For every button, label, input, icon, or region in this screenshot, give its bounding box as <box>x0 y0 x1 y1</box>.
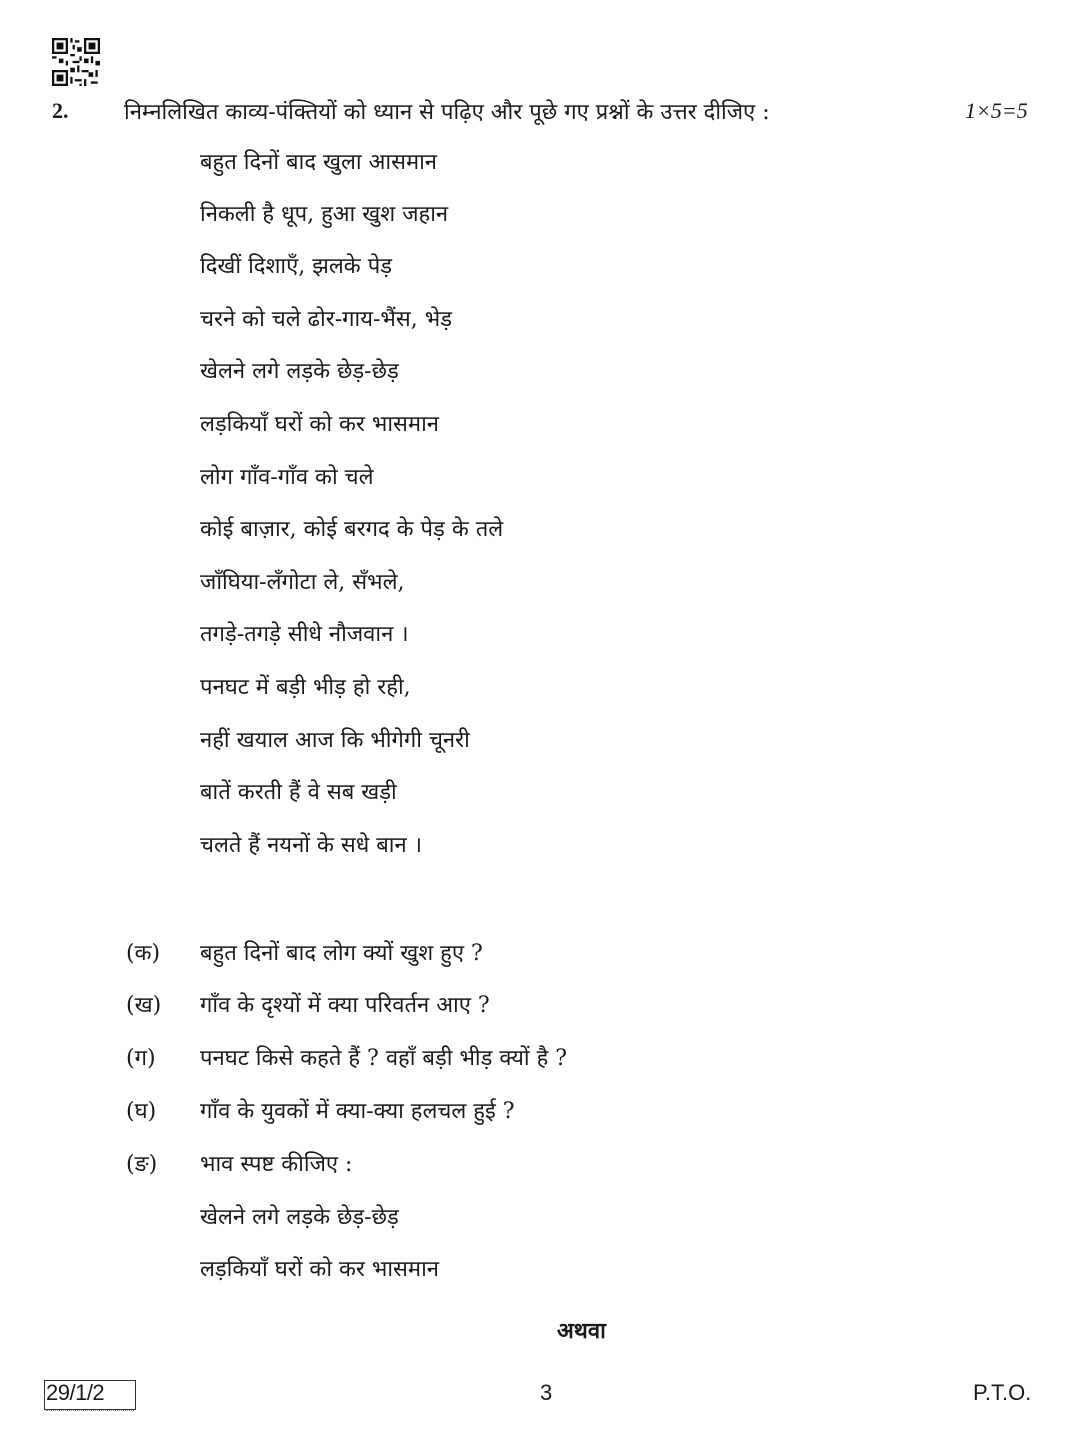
poem-line: दिखीं दिशाएँ, झलके पेड़ <box>200 254 392 279</box>
subquestion-text: भाव स्पष्ट कीजिए : <box>200 1152 353 1177</box>
page-number: 3 <box>540 1380 553 1405</box>
or-separator: अथवा <box>557 1318 606 1344</box>
subquestion-label: (ङ) <box>126 1152 158 1177</box>
subquestion-text: गाँव के युवकों में क्या-क्या हलचल हुई ? <box>200 1099 515 1124</box>
question-number: 2. <box>52 98 69 123</box>
poem-line: तगड़े-तगड़े सीधे नौजवान । <box>200 622 409 647</box>
subquestion-label: (ख) <box>126 993 162 1018</box>
subquestion-label: (घ) <box>126 1099 157 1124</box>
poem-line: चरने को चले ढोर-गाय-भैंस, भेड़ <box>200 307 452 332</box>
poem-line: बहुत दिनों बाद खुला आसमान <box>200 150 438 175</box>
subquestion-text: बहुत दिनों बाद लोग क्यों खुश हुए ? <box>200 941 483 966</box>
poem-line: बातें करती हैं वे सब खड़ी <box>200 780 397 805</box>
quoted-line: खेलने लगे लड़के छेड़-छेड़ <box>200 1205 399 1230</box>
poem-line: जाँघिया-लँगोटा ले, सँभले, <box>200 570 405 595</box>
poem-line: लोग गाँव-गाँव को चले <box>200 465 374 490</box>
subquestion-text: पनघट किसे कहते हैं ? वहाँ बड़ी भीड़ क्यों है ? <box>200 1046 568 1071</box>
paper-code-text: 29/1/2 <box>46 1380 105 1405</box>
question-instruction: निम्नलिखित काव्य-पंक्तियों को ध्यान से पढ़िए और पूछे गए प्रश्नों के उत्तर दीजिए : <box>124 100 770 125</box>
paper-code <box>44 1380 136 1410</box>
poem-line: नहीं खयाल आज कि भीगेगी चूनरी <box>200 728 470 753</box>
subquestion-label: (ग) <box>126 1046 156 1071</box>
paper-code-microtext <box>46 1410 134 1417</box>
quoted-line: लड़कियाँ घरों को कर भासमान <box>200 1257 439 1282</box>
poem-line: खेलने लगे लड़के छेड़-छेड़ <box>200 359 399 384</box>
pto-label: P.T.O. <box>973 1380 1032 1405</box>
poem-line: निकली है धूप, हुआ खुश जहान <box>200 202 449 227</box>
question-marks: 1×5=5 <box>965 98 1028 123</box>
poem-line: कोई बाज़ार, कोई बरगद के पेड़ के तले <box>200 517 504 542</box>
subquestion-text: गाँव के दृश्यों में क्या परिवर्तन आए ? <box>200 993 490 1018</box>
poem-line: लड़कियाँ घरों को कर भासमान <box>200 412 439 437</box>
subquestion-label: (क) <box>126 941 161 966</box>
qr-code-icon <box>52 38 100 86</box>
poem-line: पनघट में बड़ी भीड़ हो रही, <box>200 675 411 700</box>
poem-line: चलते हैं नयनों के सधे बान । <box>200 833 423 858</box>
